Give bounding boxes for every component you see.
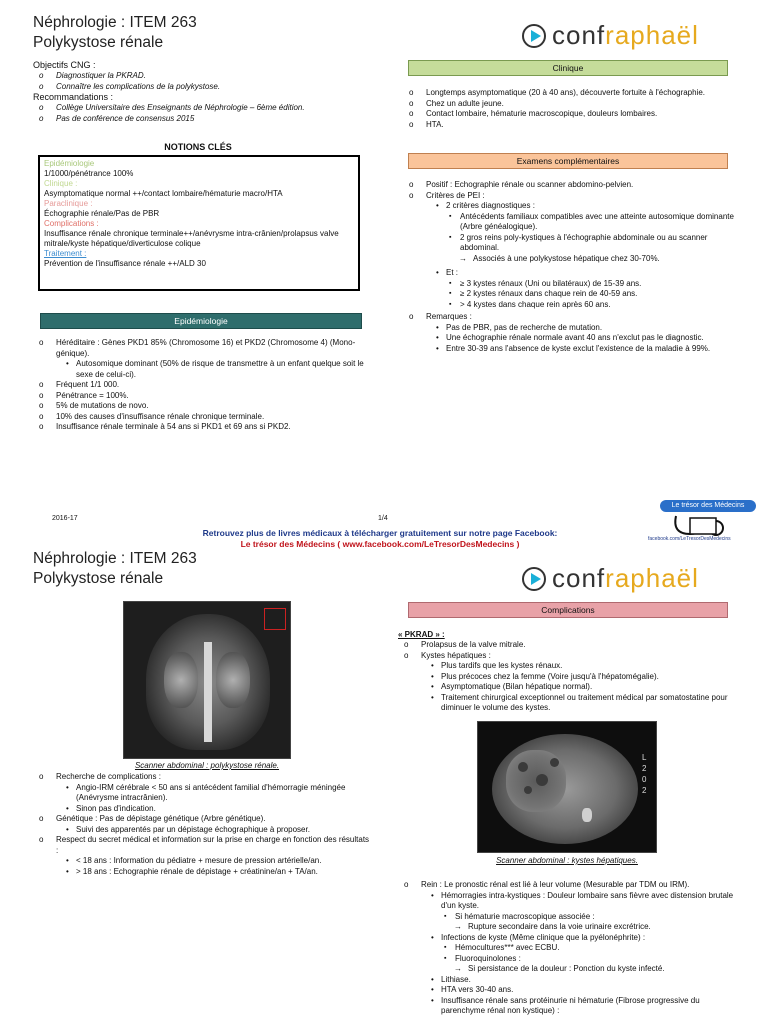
list-item: • Autosomique dominant (50% de risque de transmettre à un enfant quelque soit le sexe de celui-ci). xyxy=(33,359,373,380)
play-icon xyxy=(522,24,546,48)
list-item: • Sinon pas d'indication. xyxy=(33,804,373,815)
list-item: o Critères de PEI : xyxy=(403,191,738,202)
list-item: o Chez un adulte jeune. xyxy=(403,99,738,110)
list-item: o HTA. xyxy=(403,120,738,131)
notion-label: Paraclinique : xyxy=(44,199,93,208)
list-item: • Infections de kyste (Même clinique que la pyélonéphrite) : xyxy=(398,933,738,944)
list-item: o Recherche de complications : xyxy=(33,772,373,783)
notion-value: Prévention de l'insuffisance rénale ++/ALD 30 xyxy=(44,259,206,268)
list-item: ▪ Si hématurie macroscopique associée : xyxy=(398,912,738,923)
complications-header: Complications xyxy=(408,602,728,618)
list-item: ▪ ≥ 3 kystes rénaux (Uni ou bilatéraux) de 15-39 ans. xyxy=(403,279,738,290)
list-item: ▪ Antécédents familiaux compatibles avec une atteinte autosomique dominante (Arbre généalogique). xyxy=(403,212,738,233)
list-item: • HTA vers 30-40 ans. xyxy=(398,985,738,996)
list-item: o 5% de mutations de novo. xyxy=(33,401,373,412)
list-item: • Et : xyxy=(403,268,738,279)
list-item: ▪ Fluoroquinolones : xyxy=(398,954,738,965)
list-item: • < 18 ans : Information du pédiatre + mesure de pression artérielle/an. xyxy=(33,856,373,867)
renal-complications-list xyxy=(398,880,738,1017)
page-title: Néphrologie : ITEM 263 Polykystose rénale xyxy=(33,550,197,587)
list-item: • Plus tardifs que les kystes rénaux. xyxy=(398,661,733,672)
list-item: o Kystes hépatiques : xyxy=(398,651,733,662)
notion-value: Asymptomatique normal ++/contact lombaire/hématurie macro/HTA xyxy=(44,189,283,198)
list-item: → Associés à une polykystose hépatique chez 30-70%. xyxy=(403,254,738,265)
list-item: o Longtemps asymptomatique (20 à 40 ans), découverte fortuite à l'échographie. xyxy=(403,88,738,99)
list-item: → Si persistance de la douleur : Ponction du kyste infecté. xyxy=(398,964,738,975)
notion-value: 1/1000/pénétrance 100% xyxy=(44,169,134,178)
list-item: o Insuffisance rénale terminale à 54 ans si PKD1 et 69 ans si PKD2. xyxy=(33,422,373,433)
list-item: • Asymptomatique (Bilan hépatique normal). xyxy=(398,682,733,693)
list-item: • Lithiase. xyxy=(398,975,738,986)
notion-value: Insuffisance rénale chronique terminale++/anévrysme intra-crânien/prolapsus valve mitrale/kyste hépatique/diverticulose colique xyxy=(44,229,339,248)
confraphael-logo: confraphaël xyxy=(522,563,699,594)
list-item: o Contact lombaire, hématurie macroscopique, douleurs lombaires. xyxy=(403,109,738,120)
play-icon xyxy=(522,567,546,591)
list-item: o Fréquent 1/1 000. xyxy=(33,380,373,391)
page-2 xyxy=(0,545,768,1024)
facebook-banner[interactable]: Retrouvez plus de livres médicaux à télécharger gratuitement sur notre page Facebook: Le trésor des Médecins ( www.facebook.com/LeTresorDesMedecins ) xyxy=(202,528,558,549)
list-item: • Une échographie rénale normale avant 40 ans n'exclut pas le diagnostic. xyxy=(403,333,738,344)
footer-year: 2016-17 xyxy=(52,515,78,522)
objectives-block: Objectifs CNG : o Diagnostiquer la PKRAD. o Connaître les complications de la polykystose. Recommandations : o Collège Universitaire des Enseignants de Néphrologie – 6ème édition. o Pas de conférence de consensus 2015 xyxy=(33,60,373,124)
recommendation-item: o Pas de conférence de consensus 2015 xyxy=(33,114,373,125)
list-item: ▪ ≥ 2 kystes rénaux dans chaque rein de 40-59 ans. xyxy=(403,289,738,300)
list-item: • Traitement chirurgical exceptionnel ou traitement médical par somatostatine pour diminuer le volume des kystes. xyxy=(398,693,733,714)
notion-label: Epidémiologie xyxy=(44,159,95,168)
list-item: • Plus précoces chez la femme (Voire jusqu'à l'hépatomégalie). xyxy=(398,672,733,683)
objective-item: o Diagnostiquer la PKRAD. xyxy=(33,71,373,82)
list-item: • Angio-IRM cérébrale < 50 ans si antécédent familial d'hémorragie méningée (Anévrysme intracrânien). xyxy=(33,783,373,804)
notion-label: Traitement : xyxy=(44,249,87,258)
epidemiologie-header: Epidémiologie xyxy=(40,313,362,329)
list-item: • Insuffisance rénale sans protéinurie ni hématurie (Fibrose progressive du parenchyme rénal non kystique) : xyxy=(398,996,738,1017)
scan-image-liver: L 2 0 2 xyxy=(477,721,657,853)
notion-label: Complications : xyxy=(44,219,99,228)
list-item: o Prolapsus de la valve mitrale. xyxy=(398,640,733,651)
list-item: ▪ > 4 kystes dans chaque rein après 60 ans. xyxy=(403,300,738,311)
list-item: • Hémorragies intra-kystiques : Douleur lombaire sans fièvre avec distension brutale d'un kyste. xyxy=(398,891,738,912)
clinique-header: Clinique xyxy=(408,60,728,76)
scan-image-kidneys xyxy=(123,601,291,759)
list-item: ▪ 2 gros reins poly-kystiques à l'échographie abdominale ou au scanner abdominal. xyxy=(403,233,738,254)
scan-caption: Scanner abdominal : polykystose rénale. xyxy=(134,761,280,770)
list-item: o Positif : Echographie rénale ou scanner abdomino-pelvien. xyxy=(403,180,738,191)
list-item: o Pénétrance = 100%. xyxy=(33,391,373,402)
list-item: • Entre 30-39 ans l'absence de kyste exclut l'existence de la maladie à 99%. xyxy=(403,344,738,355)
examens-list xyxy=(403,180,738,354)
list-item: o Héréditaire : Gènes PKD1 85% (Chromosome 16) et PKD2 (Chromosome 4) (Mono-génique). xyxy=(33,338,373,359)
tresor-medecins-stamp: Le trésor des Médecins facebook.com/LeTresorDesMedecins xyxy=(646,500,768,544)
list-item: o Remarques : xyxy=(403,312,738,323)
notion-value: Échographie rénale/Pas de PBR xyxy=(44,209,160,218)
followup-list xyxy=(33,772,373,877)
list-item: o 10% des causes d'insuffisance rénale chronique terminale. xyxy=(33,412,373,423)
confraphael-logo: confraphaël xyxy=(522,20,699,51)
notions-cles-box xyxy=(38,155,360,291)
list-item: • Pas de PBR, pas de recherche de mutation. xyxy=(403,323,738,334)
clinique-list xyxy=(403,88,738,130)
epidemiologie-list xyxy=(33,338,373,433)
footer-page-number: 1/4 xyxy=(378,515,388,522)
list-item: → Rupture secondaire dans la voie urinaire excrétrice. xyxy=(398,922,738,933)
objective-item: o Connaître les complications de la polykystose. xyxy=(33,82,373,93)
examens-header: Examens complémentaires xyxy=(408,153,728,169)
scan-caption: Scanner abdominal : kystes hépatiques. xyxy=(496,856,638,865)
list-item: • 2 critères diagnostiques : xyxy=(403,201,738,212)
list-item: o Rein : Le pronostic rénal est lié à leur volume (Mesurable par TDM ou IRM). xyxy=(398,880,738,891)
list-item: o Respect du secret médical et information sur la prise en charge en fonction des résultats : xyxy=(33,835,373,856)
complications-list xyxy=(398,640,733,714)
notion-label: Clinique : xyxy=(44,179,78,188)
recommendation-item: o Collège Universitaire des Enseignants de Néphrologie – 6ème édition. xyxy=(33,103,373,114)
list-item: • Suivi des apparentés par un dépistage échographique à proposer. xyxy=(33,825,373,836)
notions-title: NOTIONS CLÉS xyxy=(164,142,232,152)
list-item: o Génétique : Pas de dépistage génétique (Arbre génétique). xyxy=(33,814,373,825)
page-title: Néphrologie : ITEM 263 Polykystose rénale xyxy=(33,14,197,51)
list-item: • > 18 ans : Echographie rénale de dépistage + créatinine/an + TA/an. xyxy=(33,867,373,878)
pkrad-label: « PKRAD » : xyxy=(398,630,445,639)
list-item: ▪ Hémocultures*** avec ECBU. xyxy=(398,943,738,954)
